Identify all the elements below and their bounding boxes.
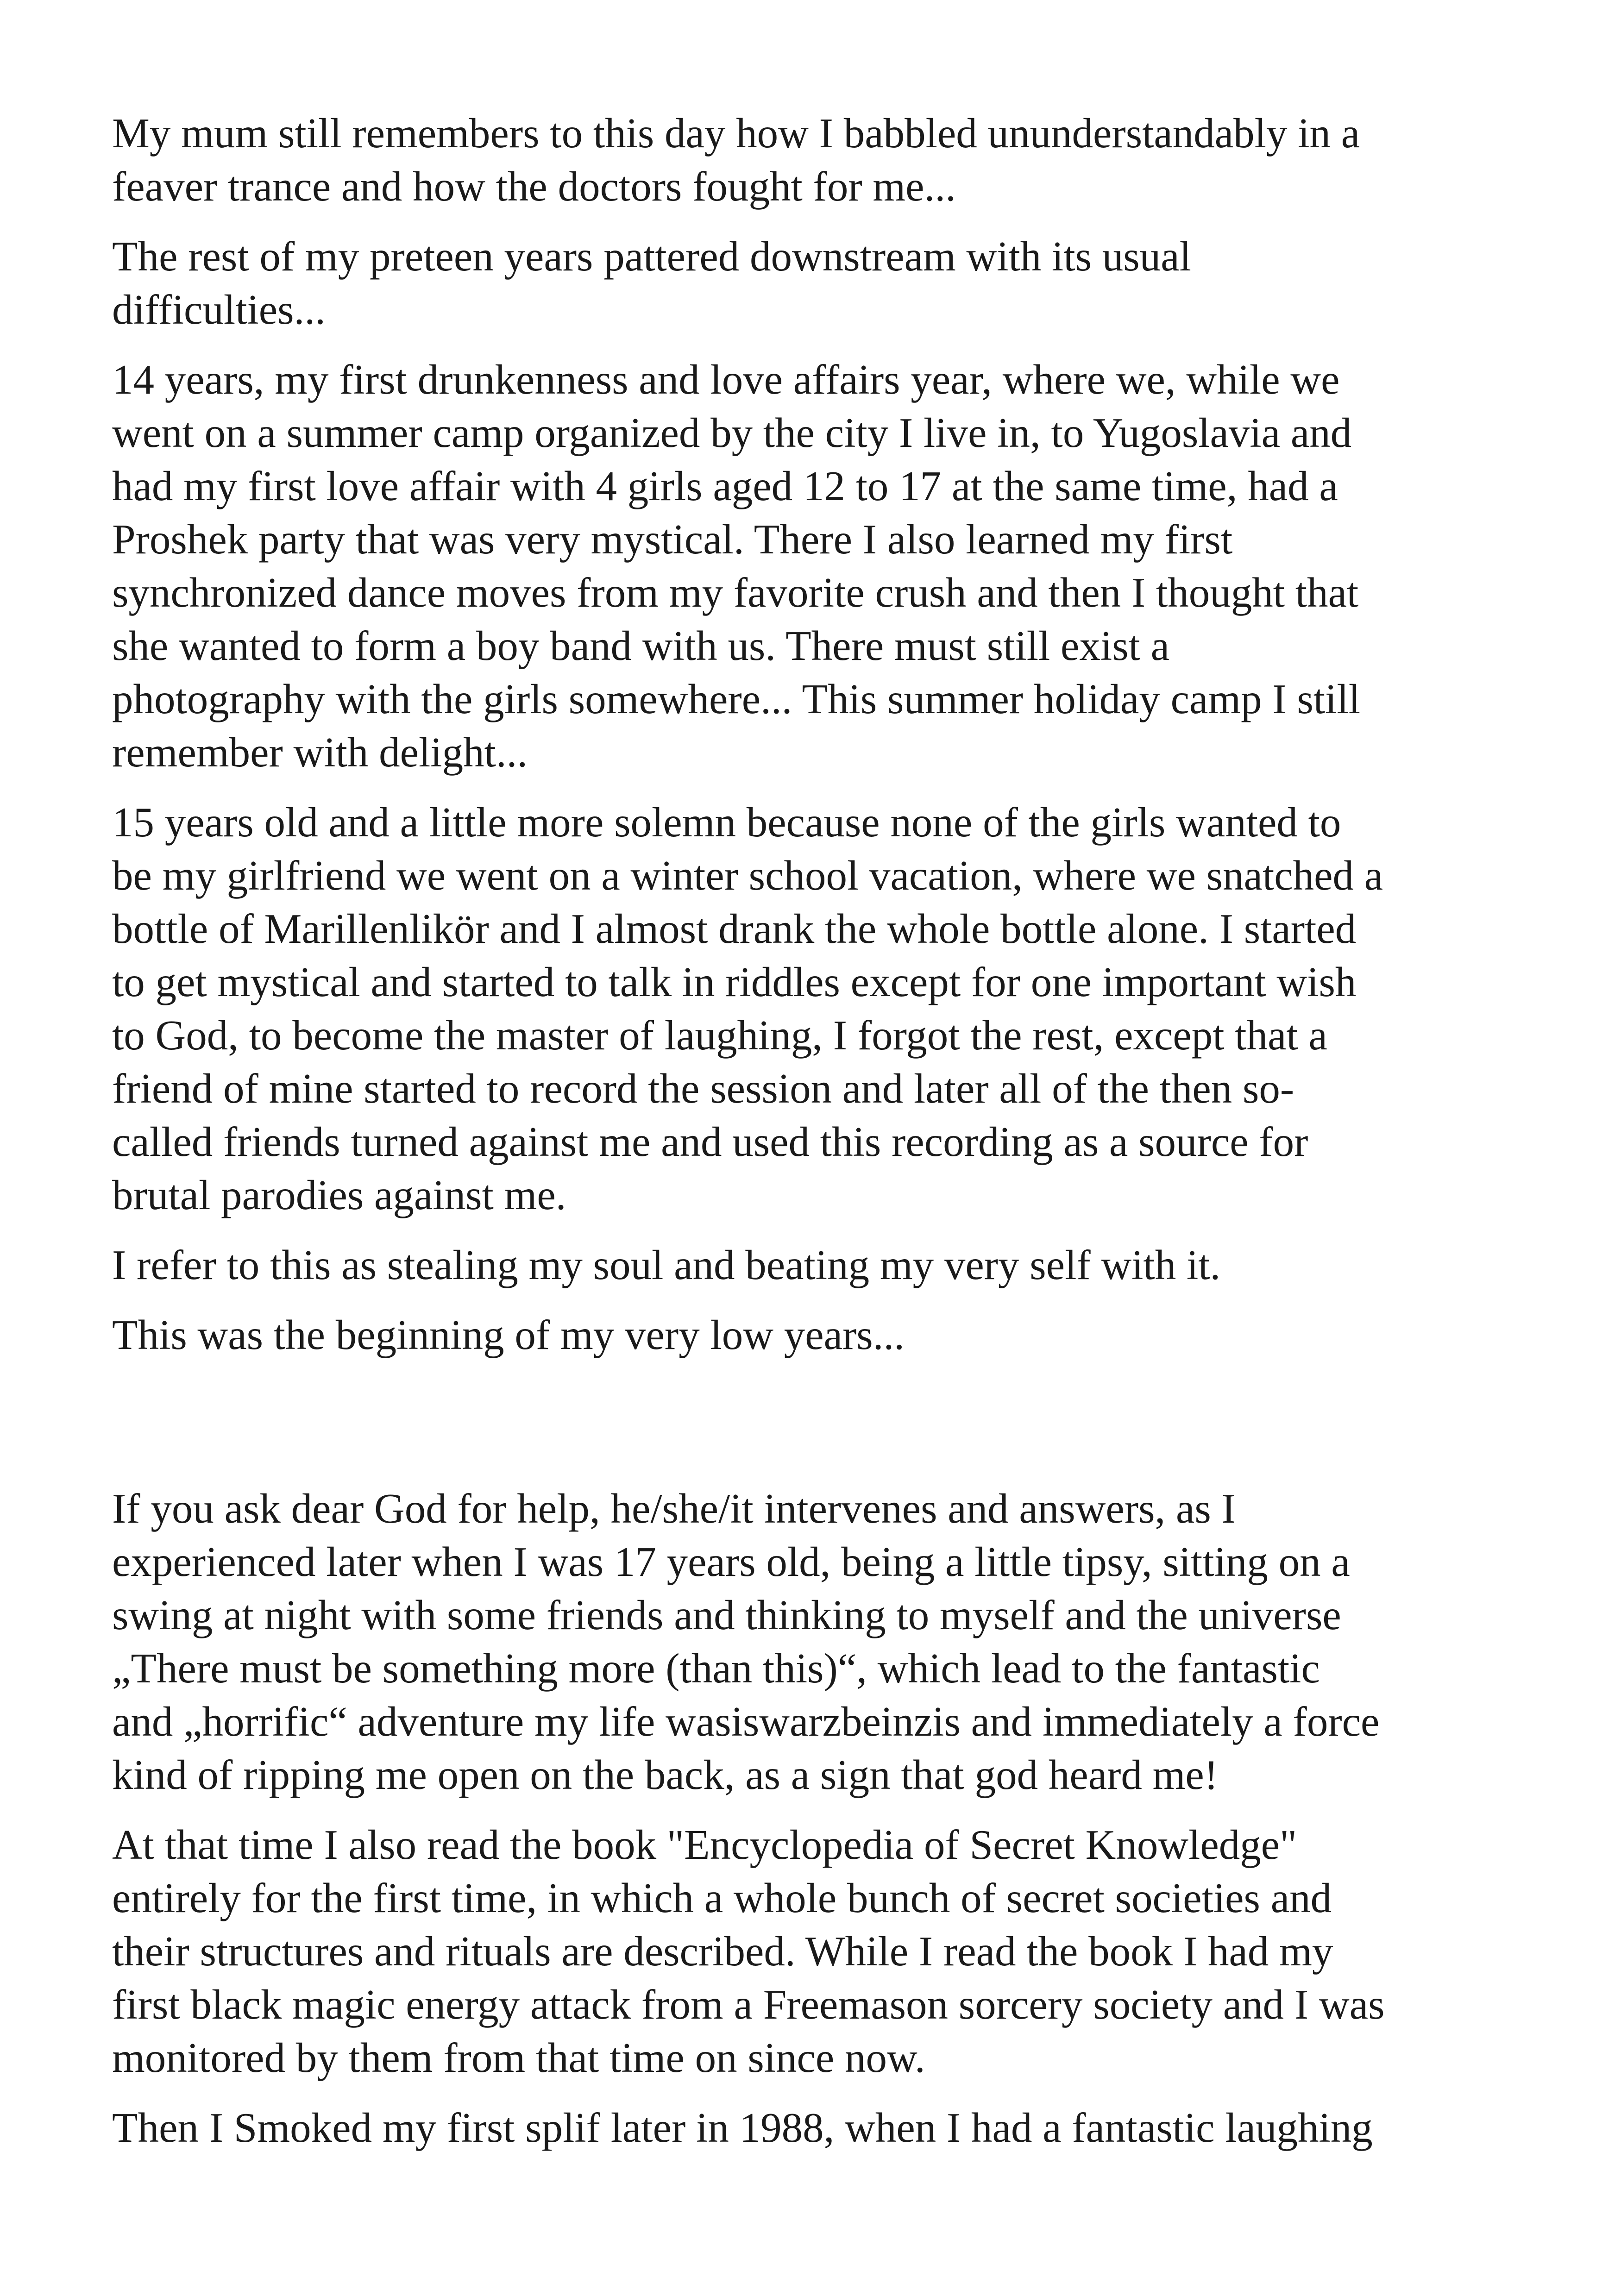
text-line: had my first love affair with 4 girls aged 12 to 17 at the same time, had a	[112, 463, 1338, 509]
paragraph-8	[112, 1818, 1520, 2084]
paragraph-7	[112, 1482, 1520, 1801]
text-line: first black magic energy attack from a Freemason sorcery society and I was	[112, 1981, 1385, 2028]
paragraph-4	[112, 796, 1520, 1222]
text-line: be my girlfriend we went on a winter school vacation, where we snatched a	[112, 852, 1383, 899]
text-line: This was the beginning of my very low years...	[112, 1311, 905, 1358]
text-line: difficulties...	[112, 286, 326, 333]
text-line: Proshek party that was very mystical. There I also learned my first	[112, 516, 1233, 563]
text-line: entirely for the first time, in which a whole bunch of secret societies and	[112, 1875, 1332, 1921]
paragraph-1	[112, 107, 1520, 213]
text-line: experienced later when I was 17 years old, being a little tipsy, sitting on a	[112, 1538, 1350, 1585]
text-line: I refer to this as stealing my soul and beating my very self with it.	[112, 1242, 1221, 1288]
text-line: kind of ripping me open on the back, as a sign that god heard me!	[112, 1751, 1219, 1798]
text-line: to get mystical and started to talk in riddles except for one important wish	[112, 959, 1357, 1005]
paragraph-5	[112, 1238, 1520, 1292]
text-line: My mum still remembers to this day how I babbled ununderstandably in a	[112, 110, 1360, 157]
text-line: and „horrific“ adventure my life wasiswarzbeinzis and immediately a force	[112, 1698, 1380, 1745]
text-line: If you ask dear God for help, he/she/it intervenes and answers, as I	[112, 1485, 1236, 1532]
paragraph-9	[112, 2101, 1520, 2154]
text-line: 15 years old and a little more solemn because none of the girls wanted to	[112, 799, 1341, 846]
text-line: brutal parodies against me.	[112, 1172, 566, 1218]
text-line: „There must be something more (than this)“, which lead to the fantastic	[112, 1645, 1320, 1692]
text-line: their structures and rituals are described. While I read the book I had my	[112, 1928, 1333, 1975]
text-line: At that time I also read the book "Encyclopedia of Secret Knowledge"	[112, 1821, 1297, 1868]
text-line: called friends turned against me and used this recording as a source for	[112, 1118, 1308, 1165]
paragraph-3	[112, 353, 1520, 779]
text-line: remember with delight...	[112, 729, 528, 776]
text-line: to God, to become the master of laughing, I forgot the rest, except that a	[112, 1012, 1327, 1059]
text-line: friend of mine started to record the session and later all of the then so-	[112, 1065, 1294, 1112]
paragraph-6	[112, 1308, 1520, 1361]
text-line: Then I Smoked my first splif later in 1988, when I had a fantastic laughing	[112, 2104, 1373, 2151]
paragraph-2	[112, 230, 1520, 336]
text-line: bottle of Marillenlikör and I almost drank the whole bottle alone. I started	[112, 905, 1357, 952]
text-line: swing at night with some friends and thinking to myself and the universe	[112, 1592, 1341, 1638]
text-line: went on a summer camp organized by the city I live in, to Yugoslavia and	[112, 409, 1352, 456]
text-line: The rest of my preteen years pattered downstream with its usual	[112, 233, 1191, 280]
document-page	[112, 107, 1520, 2171]
text-line: feaver trance and how the doctors fought for me...	[112, 163, 956, 210]
text-line: monitored by them from that time on since now.	[112, 2034, 925, 2081]
text-line: 14 years, my first drunkenness and love affairs year, where we, while we	[112, 356, 1340, 403]
text-line: synchronized dance moves from my favorite crush and then I thought that	[112, 569, 1359, 616]
text-line: photography with the girls somewhere... This summer holiday camp I still	[112, 676, 1361, 722]
text-line: she wanted to form a boy band with us. There must still exist a	[112, 622, 1170, 669]
